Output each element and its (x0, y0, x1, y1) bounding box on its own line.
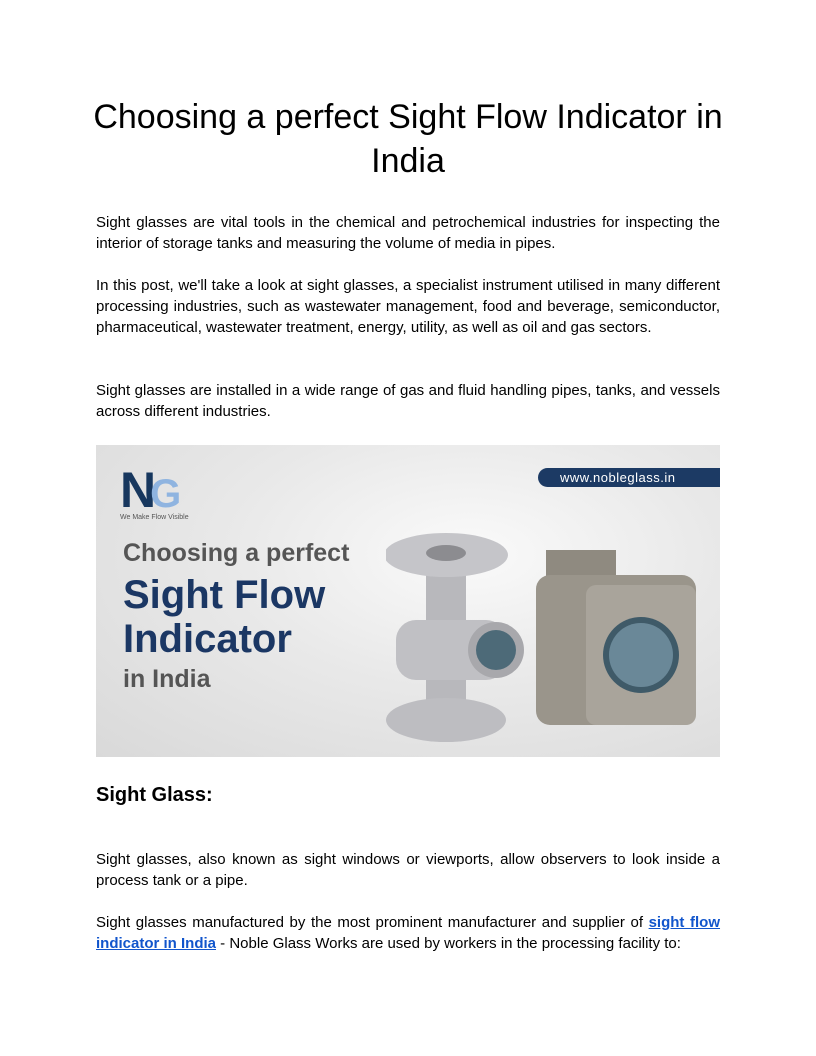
sight-flow-indicator-link[interactable]: sight flow indicator in India (96, 914, 721, 952)
noble-glass-logo: NG (120, 462, 182, 518)
logo-tagline: We Make Flow Visible (120, 514, 189, 521)
overview-paragraph: In this post, we'll take a look at sight glasses, a specialist instrument utilised in many different processing industries, such as wastewater management, food and beverage, semiconductor, pharmaceutical, wastewater treatment, energy, utility, as well as oil and gas sectors. (96, 277, 720, 336)
sight-glass-products-icon (386, 525, 716, 745)
text: Sight glasses manufactured by the most prominent manufacturer and supplier of (96, 914, 649, 931)
banner-line-2: Sight Flow (123, 573, 326, 617)
intro-paragraph: Sight glasses are vital tools in the chemical and petrochemical industries for inspecting the interior of storage tanks and measuring the volume of media in pipes. (96, 214, 720, 252)
text: - Noble Glass Works are used by workers in the processing facility to: (216, 935, 681, 952)
banner-line-3: Indicator (123, 617, 292, 661)
sight-glass-definition: Sight glasses, also known as sight windows or viewports, allow observers to look inside a process tank or a pipe. (96, 851, 720, 889)
page-title: Choosing a perfect Sight Flow Indicator in India (93, 98, 723, 180)
installation-paragraph: Sight glasses are installed in a wide range of gas and fluid handling pipes, tanks, and vessels across different industries. (96, 382, 720, 420)
banner-line-4: in India (123, 665, 211, 693)
website-url-badge: www.nobleglass.in (538, 468, 720, 487)
manufacturer-paragraph (96, 912, 720, 954)
banner-image (96, 445, 720, 757)
banner-line-1: Choosing a perfect (123, 539, 350, 567)
section-heading: Sight Glass: (96, 784, 213, 806)
